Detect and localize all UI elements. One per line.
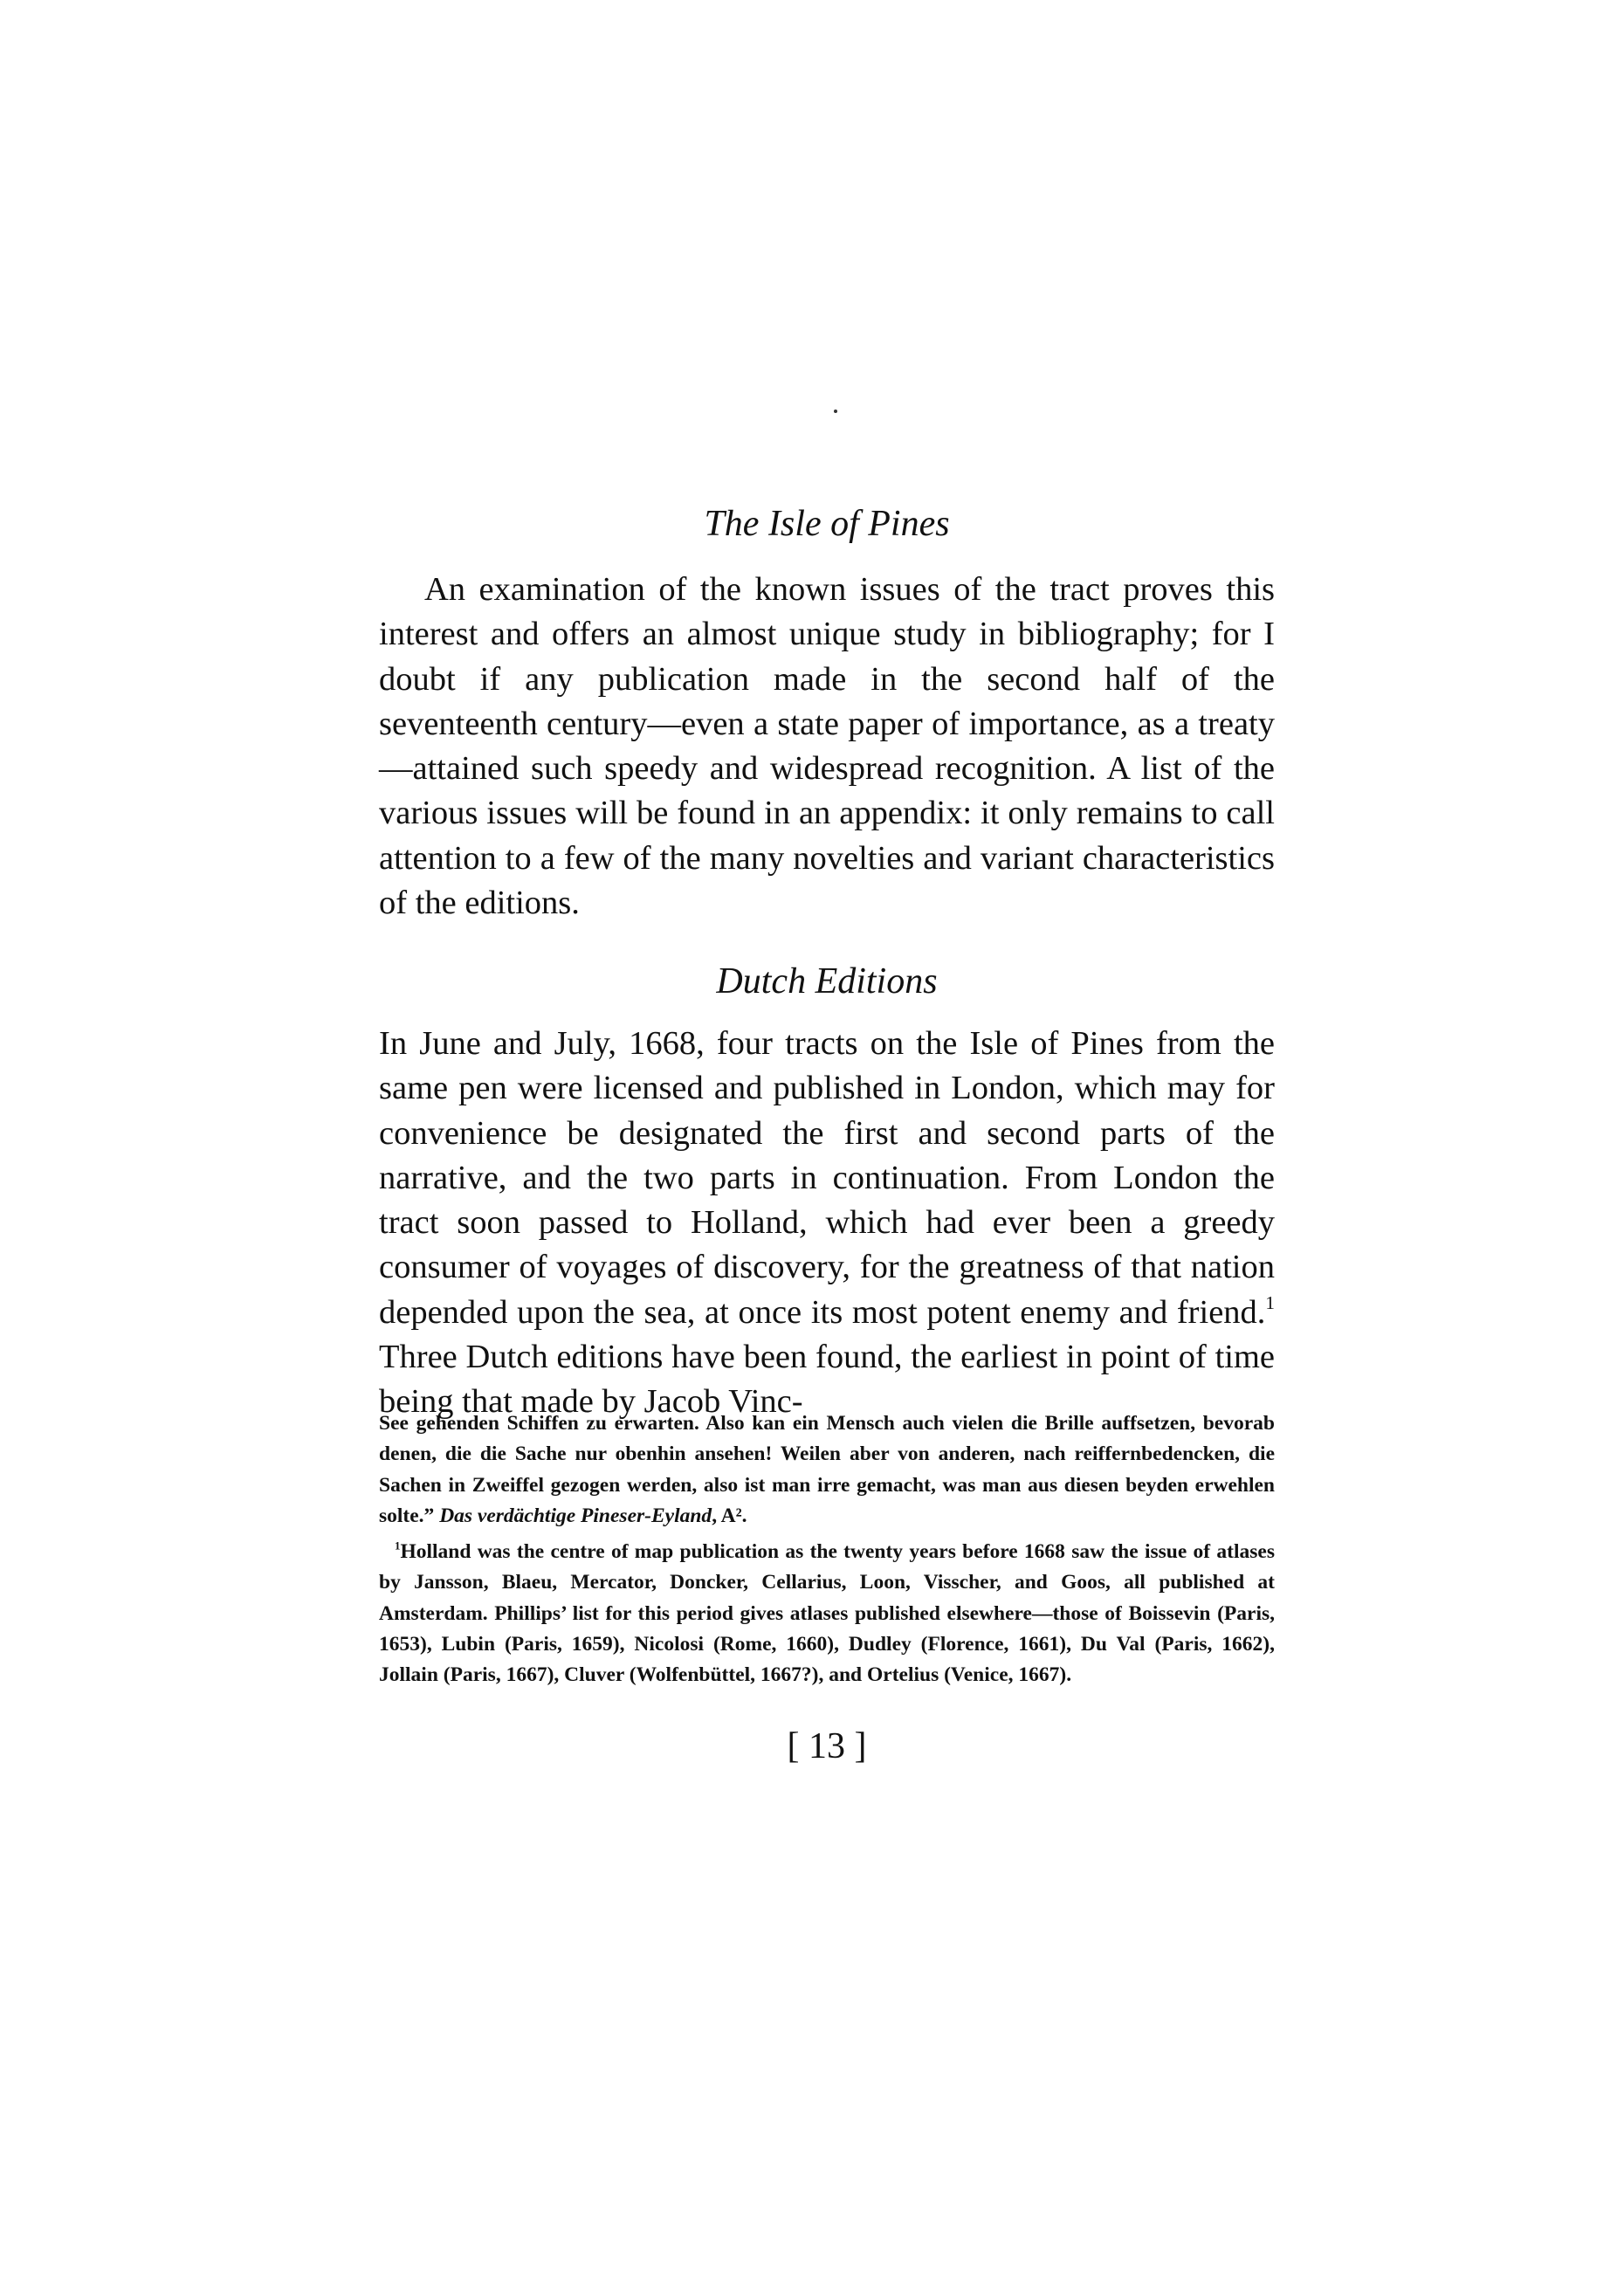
paragraph-dutch-editions <box>379 1022 1275 1425</box>
paragraph-text-before-note: In June and July, 1668, four tracts on the Isle of Pines from the same pen were licensed and published in London, which may for convenience be designated the first and second parts of the narrative, and the two parts in continuation. From London the tract soon passed to Holland, which had ever been a greedy consumer of voyages of discovery, for the greatness of that nation depended upon the sea, at once its most potent enemy and friend. <box>379 1025 1275 1331</box>
printer-mark <box>834 410 837 413</box>
footnote-continued <box>379 1408 1275 1532</box>
footnote-source-signature: , A². <box>712 1504 747 1527</box>
footnote-1-text: Holland was the centre of map publication as the twenty years before 1668 saw the issue of atlases by Jansson, Blaeu, Mercator, Doncker, Cellarius, Loon, Visscher, and Goos, all published at Amsterdam. Phillips’ list for this period gives atlases published elsewhere—those of Boissevin (Paris, 1653), Lubin (Paris, 1659), Nicolosi (Rome, 1660), Dudley (Florence, 1661), Du Val (Paris, 1662), Jollain (Paris, 1667), Cluver (Wolfenbüttel, 1667?), and Ortelius (Venice, 1667). <box>379 1540 1275 1687</box>
footnote-source-title: Das verdächtige Pineser-Eyland <box>439 1504 712 1527</box>
footnote-marker: 1 <box>395 1539 401 1553</box>
footnote-continued-text: See gehenden Schiffen zu erwarten. Also kan ein Mensch auch vielen die Brille auffsetzen, bevorab denen, die die Sache nur obenhin ansehen! Weilen aber von anderen, nach reiffernbedencken, die Sachen in Zweiffel gezogen werden, also ist man irre gemacht, was man aus diesen beyden erwehlen solte.” <box>379 1412 1275 1527</box>
footnote-reference: 1 <box>1265 1291 1275 1313</box>
paragraph-text-after-note: Three Dutch editions have been found, the earliest in point of time being that made by Jacob Vinc- <box>379 1339 1275 1421</box>
running-head: The Isle of Pines <box>704 504 950 544</box>
footnote-1 <box>379 1537 1275 1690</box>
section-heading: Dutch Editions <box>716 961 938 1002</box>
page-number: [ 13 ] <box>787 1726 867 1766</box>
book-page <box>379 0 1275 2279</box>
paragraph-issues: An examination of the known issues of the tract proves this interest and offers an almost unique study in bibliography; for I doubt if any publication made in the second half of the seventeenth century—even a state paper of importance, as a treaty—attained such speedy and widespread recognition. A list of the various issues will be found in an appendix: it only remains to call attention to a few of the many novelties and variant characteristics of the editions. <box>379 571 1275 922</box>
